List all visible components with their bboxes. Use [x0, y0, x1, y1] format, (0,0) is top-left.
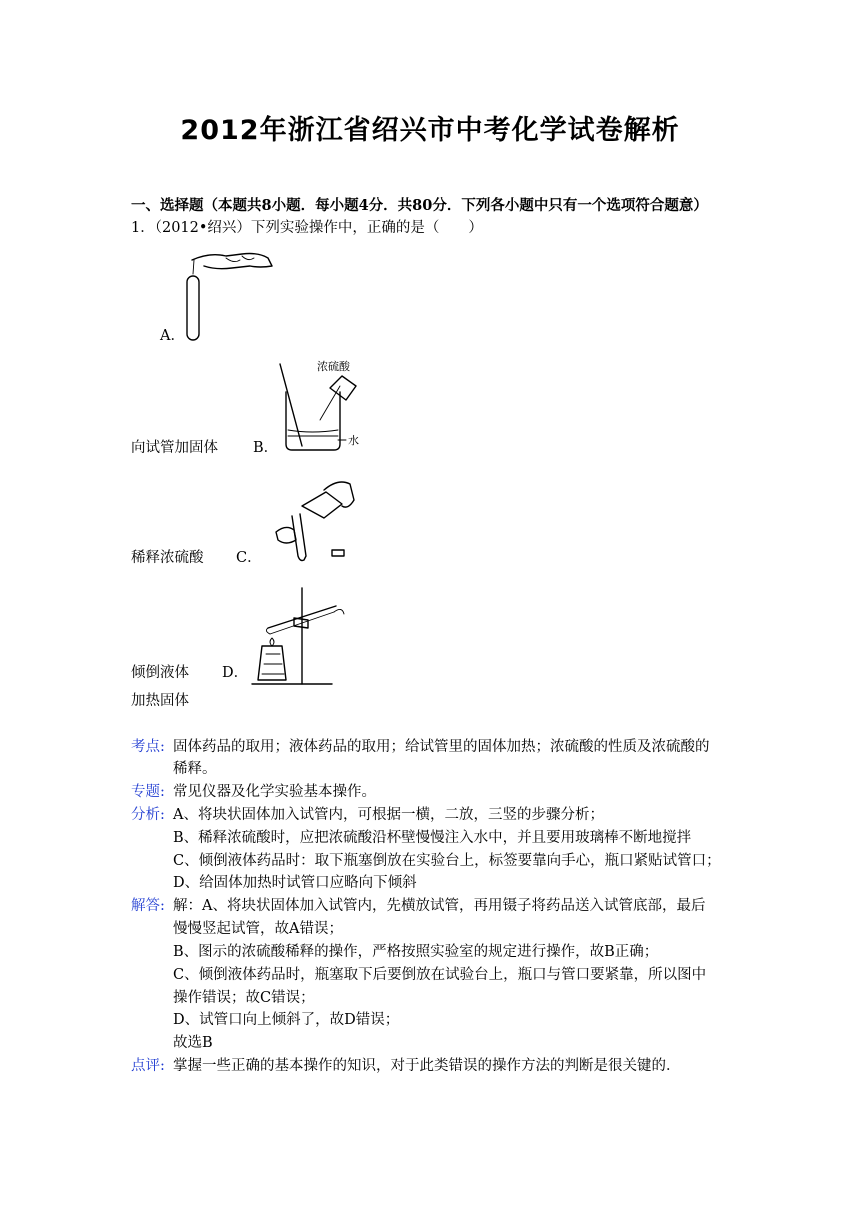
figure-b-dilute-sulfuric-acid [270, 358, 380, 458]
label-concentrated-acid: 浓硫酸 [317, 360, 350, 373]
jieda-line-1: 解：A、将块状固体加入试管内，先横放试管，再用镊子将药品送入试管底部，最后 [173, 898, 706, 914]
dianping-text: 掌握一些正确的基本操作的知识，对于此类错误的操作方法的判断是很关键的． [173, 1058, 681, 1074]
kaodian-line-2: 稀释。 [173, 761, 217, 777]
page-title: 2012年浙江省绍兴市中考化学试卷解析 [180, 115, 680, 146]
option-b-letter: B． [253, 440, 279, 456]
option-d-letter: D． [222, 665, 249, 681]
jieda-line-2: 慢慢竖起试管，故A错误； [173, 921, 343, 937]
option-d-caption: 加热固体 [131, 693, 189, 709]
option-c-caption: 倾倒液体 [131, 665, 189, 681]
zhuanti-label: 专题: [131, 784, 165, 800]
option-a-letter: A． [160, 328, 185, 344]
fenxi-line-2: B、稀释浓硫酸时，应把浓硫酸沿杯壁慢慢注入水中，并且要用玻璃棒不断地搅拌 [173, 830, 692, 846]
jieda-line-7: 故选B [173, 1035, 213, 1051]
kaodian-line-1: 固体药品的取用；液体药品的取用；给试管里的固体加热；浓硫酸的性质及浓硫酸的 [173, 739, 710, 755]
option-c-letter: C． [236, 550, 262, 566]
option-a-caption: 向试管加固体 [131, 440, 218, 456]
option-b-caption: 稀释浓硫酸 [131, 550, 204, 566]
fenxi-line-1: A、将块状固体加入试管内，可根据一横，二放，三竖的步骤分析； [173, 807, 604, 823]
jieda-line-3: B、图示的浓硫酸稀释的操作，严格按照实验室的规定进行操作，故B正确； [173, 944, 659, 960]
jieda-line-4: C、倾倒液体药品时，瓶塞取下后要倒放在试验台上，瓶口与管口要紧靠，所以图中 [173, 967, 707, 983]
section-header: 一、选择题（本题共8小题．每小题4分．共80分．下列各小题中只有一个选项符合题意） [131, 197, 708, 214]
figure-c-pour-liquid [262, 470, 362, 566]
label-water: 水 [348, 434, 359, 447]
fenxi-line-4: D、给固体加热时试管口应略向下倾斜 [173, 875, 417, 891]
dianping-label: 点评: [131, 1058, 165, 1074]
kaodian-label: 考点: [131, 739, 165, 755]
question-stem: 1．（2012•绍兴）下列实验操作中，正确的是（ ） [131, 220, 483, 236]
figure-a-test-tube-solid [180, 246, 280, 346]
zhuanti-text: 常见仪器及化学实验基本操作。 [173, 784, 376, 800]
figure-d-heat-solid [248, 584, 348, 688]
jieda-line-5: 操作错误；故C错误； [173, 990, 315, 1006]
fenxi-label: 分析: [131, 807, 165, 823]
jieda-line-6: D、试管口向上倾斜了，故D错误； [173, 1012, 400, 1028]
jieda-label: 解答: [131, 898, 165, 914]
fenxi-line-3: C、倾倒液体药品时：取下瓶塞倒放在实验台上，标签要靠向手心，瓶口紧贴试管口； [173, 853, 721, 869]
